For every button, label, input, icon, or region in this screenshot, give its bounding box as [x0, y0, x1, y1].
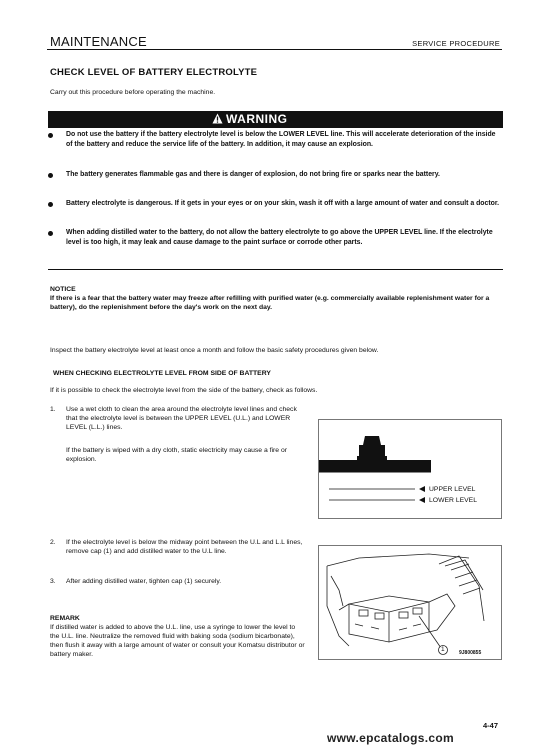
battery-compartment-illustration [319, 546, 501, 659]
step-item: 3. After adding distilled water, tighten cap (1) securely. [50, 578, 222, 585]
page-number: 4-47 [483, 721, 499, 730]
inspect-text: Inspect the battery electrolyte level at least once a month and follow the basic safety procedures given below. [50, 347, 379, 354]
bullet-icon [48, 133, 53, 138]
warning-item: When adding distilled water to the battery, do not allow the battery electrolyte to go above the UPPER LEVEL line. If the electrolyte level is too high, it may leak and cause damage to the paint surface or corrode other parts. [48, 228, 503, 260]
page-header-title: MAINTENANCE [50, 34, 147, 49]
notice-text: If there is a fear that the battery water may freeze after refilling with purified water (e.g. commercially available replenishment water for a battery), do the replenishment before the day's work on the next day. [50, 295, 490, 311]
warning-bottom-rule [48, 269, 503, 270]
page-header-section: SERVICE PROCEDURE [412, 39, 500, 48]
remark-text: If distilled water is added to above the U.L. line, use a syringe to lower the level to the U.L. line. Neutralize the removed fluid with baking soda (sodium bicarbonate), then flush it away with a large amount of water or consult your Komatsu distributor or battery maker. [50, 624, 305, 658]
electrolyte-level-figure [318, 419, 502, 519]
section-title: CHECK LEVEL OF BATTERY ELECTROLYTE [50, 67, 258, 78]
bullet-icon [48, 173, 53, 178]
warning-icon [212, 113, 223, 124]
upper-level-label: UPPER LEVEL [429, 486, 476, 493]
warning-item: Battery electrolyte is dangerous. If it gets in your eyes or on your skin, wash it off with a large amount of water and consult a doctor. [48, 199, 503, 221]
step-1-note: If the battery is wiped with a dry cloth, static electricity may cause a fire or explosion. [66, 447, 287, 463]
header-rule [47, 49, 502, 50]
remark-label: REMARK [50, 615, 80, 622]
step-item: 2. If the electrolyte level is below the midway point between the U.L and L.L lines, remove cap (1) and add distilled water to the U.L line. [50, 539, 303, 555]
bullet-icon [48, 202, 53, 207]
warning-item: Do not use the battery if the battery electrolyte level is below the LOWER LEVEL line. This will accelerate deterioration of the inside of the battery and reduce the service life of the battery. In addition, it may cause an explosion. [48, 130, 503, 162]
callout-number: 1 [441, 646, 445, 653]
intro-text: Carry out this procedure before operating the machine. [50, 89, 216, 96]
lower-level-label: LOWER LEVEL [429, 497, 477, 504]
battery-compartment-figure [318, 545, 502, 660]
warning-label: WARNING [226, 112, 288, 126]
bullet-icon [48, 231, 53, 236]
subsection-intro: If it is possible to check the electrolyte level from the side of the battery, check as follows. [50, 387, 318, 394]
watermark-url: www.epcatalogs.com [327, 731, 454, 745]
pointer-arrow-icon [419, 497, 425, 503]
step-item: 1. Use a wet cloth to clean the area around the electrolyte level lines and check that the electrolyte level is between the UPPER LEVEL (U.L.) and LOWER LEVEL (L.L.) lines. [50, 406, 297, 431]
pointer-arrow-icon [419, 486, 425, 492]
figure-code: 9J800855 [459, 650, 482, 656]
notice-label: NOTICE [50, 286, 76, 293]
subsection-title: WHEN CHECKING ELECTROLYTE LEVEL FROM SIDE OF BATTERY [53, 370, 271, 377]
warning-item: The battery generates flammable gas and there is danger of explosion, do not bring fire or sparks near the battery. [48, 170, 503, 192]
